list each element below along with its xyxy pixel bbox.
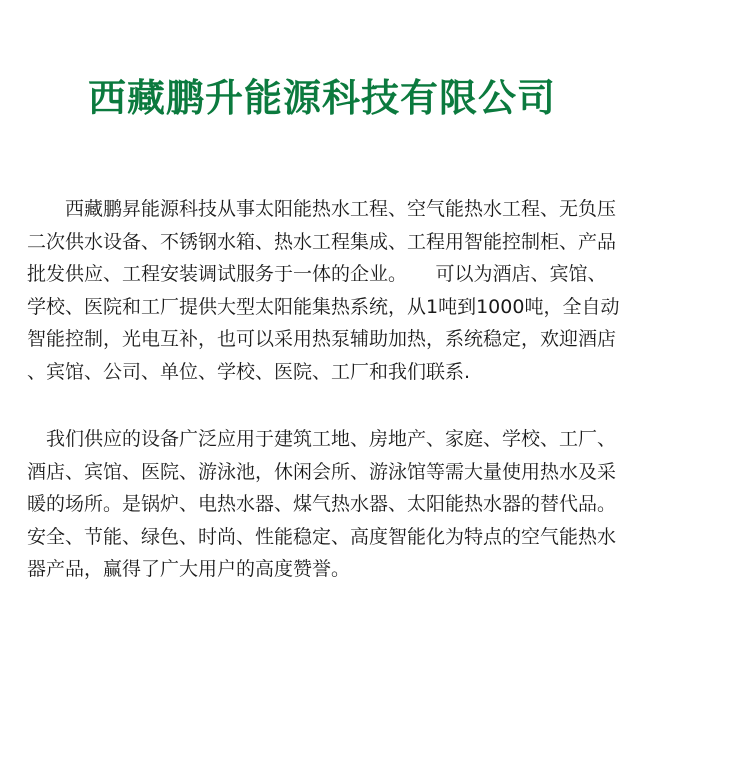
application-line-5: 器产品，赢得了广大用户的高度赞誉。 <box>27 558 351 580</box>
intro-line-6: 、宾馆、公司、单位、学校、医院、工厂和我们联系. <box>27 360 471 383</box>
application-line-1: 我们供应的设备广泛应用于建筑工地、房地产、家庭、学校、工厂、 <box>27 428 617 450</box>
application-line-3: 暖的场所。是锅炉、电热水器、煤气热水器、太阳能热水器的替代品。 <box>27 493 617 515</box>
application-line-4: 安全、节能、绿色、时尚、性能稳定、高度智能化为特点的空气能热水 <box>27 525 617 548</box>
intro-line-1: 西藏鹏昇能源科技从事太阳能热水工程、空气能热水工程、无负压 <box>27 198 617 220</box>
intro-line-2: 二次供水设备、不锈钢水箱、热水工程集成、工程用智能控制柜、产品 <box>27 230 617 253</box>
application-line-2: 酒店、宾馆、医院、游泳池，休闲会所、游泳馆等需大量使用热水及采 <box>27 460 617 483</box>
application-paragraph <box>27 423 727 586</box>
company-title: 西藏鹏升能源科技有限公司 <box>88 76 557 120</box>
intro-line-5: 智能控制，光电互补，也可以采用热泵辅助加热，系统稳定，欢迎酒店 <box>27 328 617 350</box>
intro-line-3: 批发供应、工程安装调试服务于一体的企业。 可以为酒店、宾馆、 <box>27 263 607 285</box>
intro-paragraph <box>27 193 727 388</box>
intro-line-4: 学校、医院和工厂提供大型太阳能集热系统，从1吨到1000吨，全自动 <box>27 295 620 318</box>
